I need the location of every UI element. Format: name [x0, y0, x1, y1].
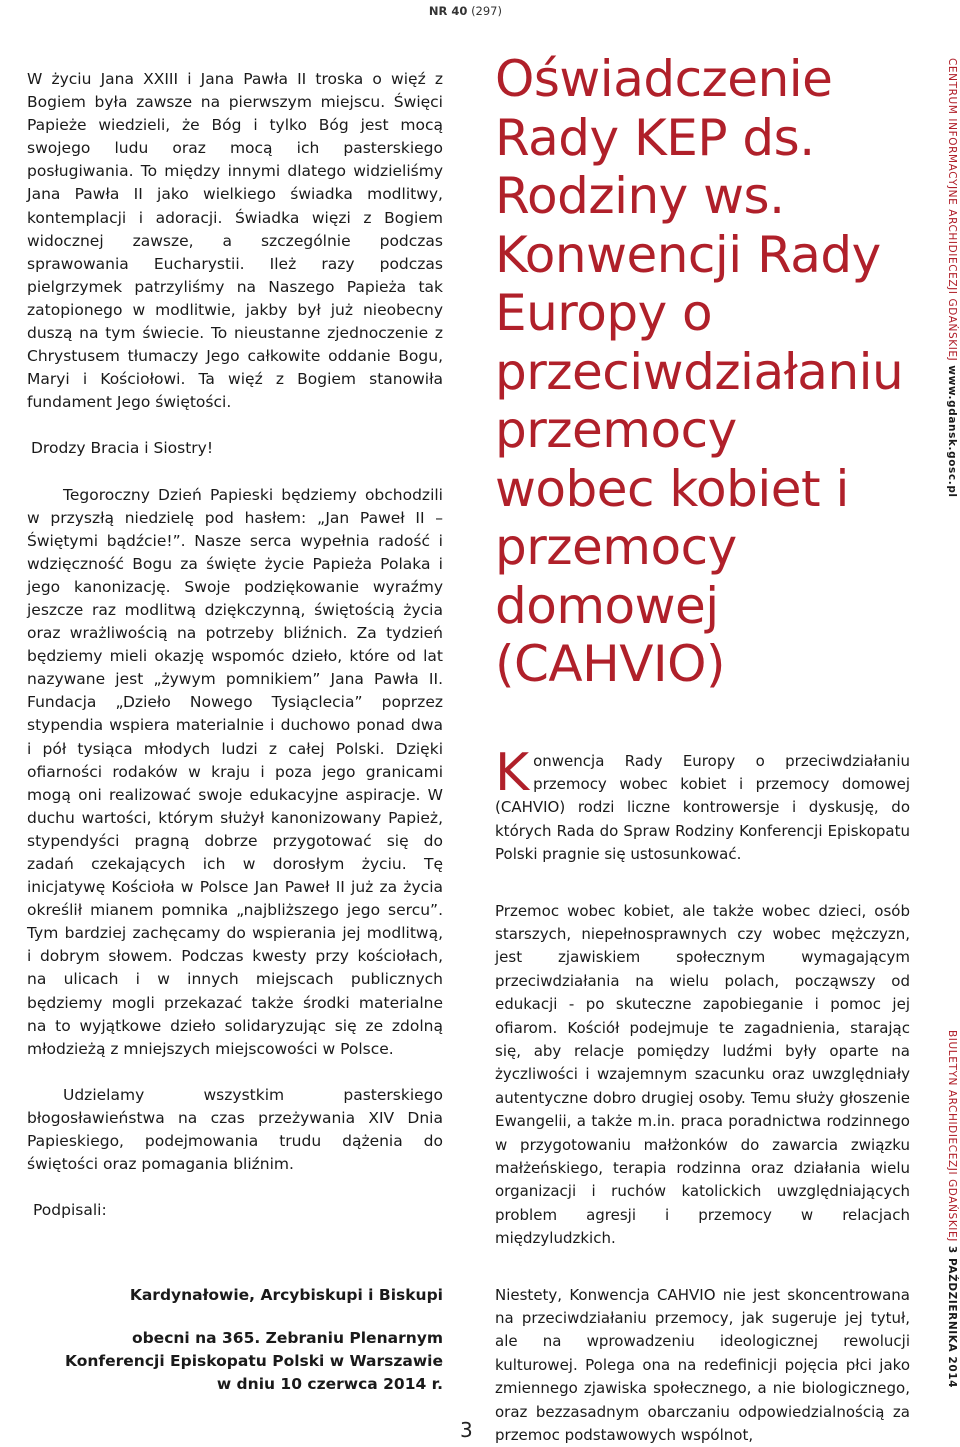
right-paragraph-2: Przemoc wobec kobiet, ale także wobec dzieci, osób starszych, niepełnosprawnych czy wobec mężczyzn, jest zjawiskiem społecznym wymagającym przeciwdziałania na wielu polach, począwszy od edukacji - po skuteczne zapobieganie i pomoc jej ofiarom. Kościół podejmuje te zagadnienia, starając się, aby relacje pomiędzy ludźmi były oparte na życzliwości i wzajemnym szacunku oraz uwzględniały autentyczne dobro drugiej osoby. Temu służy głoszenie Ewangelii, a także m.in. praca poradnictwa rodzinnego w przygotowaniu małżonków do zawarcia związku małżeńskiego, terapia rodzinna oraz działania wielu organizacji i ruchów katolickich uwzględniających problem agresji i przemocy w relacjach międzyludzkich. [495, 901, 910, 1248]
signatories: Kardynałowie, Arcybiskupi i Biskupi [129, 1286, 443, 1305]
right-paragraph-1-text: onwencja Rady Europy o przeciwdziałaniu przemocy wobec kobiet i przemocy domowej (CAHVIO) rodzi liczne kontrowersje i dyskusję, do których Rada do Spraw Rodziny Konferencji Episkopatu Polski pragnie się ustosunkować. [495, 751, 910, 864]
sidebar-top-label: CENTRUM INFORMACYJNE ARCHIDIECEZJI GDAŃSKIEJ www.gdansk.gosc.pl [946, 58, 958, 498]
signature-block [27, 1284, 443, 1396]
left-paragraph-2: Tegoroczny Dzień Papieski będziemy obchodzili w przyszłą niedzielę pod hasłem: „Jan Paweł II – Świętymi bądźcie!”. Nasze serca wypełnia radość i wdzięczność Bogu za święte życie Papieża Polaka i jego kanonizację. Swoje podziękowanie wyraźmy jeszcze raz modlitwą dziękczynną, świętością życia oraz wrażliwością na potrzeby bliźnich. Za tydzień będziemy mieli okazję wspomóc dzieło, które od lat nazywane jest „żywym pomnikiem” Jana Pawła II. Fundacja „Dzieło Nowego Tysiąclecia” poprzez stypendia wspiera materialnie i duchowo ponad dwa i pół tysiąca młodych ludzi z całej Polski. Dzięki ofiarności rodaków w kraju i poza jego granicami mogą oni realizować swoje edukacyjne aspiracje. W duchu wartości, którym służył kanonizowany Papież, stypendyści pragną dobrze przygotować się do zadań czekających ich w dorosłym życiu. Tę inicjatywę Kościoła w Polsce Jan Paweł II już za życia określił mianem pomnika „najbliższego jego sercu”. Tym bardziej zachęcamy do wspierania jej modlitwą, i dobrym słowem. Podczas kwesty przy kościołach, na ulicach i w innych miejscach publicznych będziemy mogli przekazać także środki materialne na to wyjątkowe dzieło solidaryzując się ze zdolną młodzieżą z mniejszych miejscowości w Polsce. [27, 485, 443, 1058]
signature-line-2: obecni na 365. Zebraniu Plenarnym [131, 1329, 443, 1348]
issue-number: NR 40 (297) [428, 4, 502, 18]
greeting: Drodzy Bracia i Siostry! [31, 439, 214, 458]
sidebar-url[interactable]: www.gdansk.gosc.pl [946, 365, 958, 498]
signed-label: Podpisali: [33, 1201, 107, 1220]
article-headline: Oświadczenie Rady KEP ds. Rodziny ws. Konwencji Rady Europy o przeciwdziałaniu przemocy wobec kobiet i przemocy domowej (CAHVIO) [495, 50, 904, 693]
right-paragraph-1 [495, 742, 910, 867]
left-paragraph-3: Udzielamy wszystkim pasterskiego błogosławieństwa na czas przeżywania XIV Dnia Papieskiego, podejmowania trudu dążenia do świętości oraz pomagania bliźnim. [27, 1085, 443, 1174]
page-number: 3 [460, 1418, 473, 1442]
left-paragraph-1: W życiu Jana XXIII i Jana Pawła II troska o więź z Bogiem była zawsze na pierwszym miejscu. Święci Papieże wiedzieli, że Bóg i tylko Bóg jest mocą swojego ludu oraz mocą ich pasterskiego posługiwania. To między innymi dlatego widzieliśmy Jana Pawła II jako wielkiego świadka modlitwy, kontemplacji i adoracji. Świadka więzi z Bogiem widocznej zawsze, a szczególnie podczas sprawowania Eucharystii. Ileż razy podczas pielgrzymek patrzyliśmy na Naszego Papieża tak zatopionego w modlitwie, jakby był już nieobecny duszą na tym świecie. To nieustanne zjednoczenie z Chrystusem tłumaczy Jego całkowite oddanie Bogu, Maryi i Kościołowi. Ta więź z Bogiem stanowiła fundament Jego świętości. [27, 70, 443, 412]
signature-line-4: w dniu 10 czerwca 2014 r. [216, 1375, 443, 1394]
drop-cap: K [495, 742, 530, 803]
sidebar-date: 3 PAŹDZIERNIKA 2014 [946, 1245, 958, 1389]
left-column [27, 68, 443, 1396]
right-paragraph-3: Niestety, Konwencja CAHVIO nie jest skoncentrowana na przeciwdziałaniu przemocy, jak sugeruje jej tytuł, ale na wprowadzeniu ideologicznej rewolucji kulturowej. Polega ona na redefinicji pojęcia płci jako zmiennego zjawiska społecznego, a nie biologicznego, oraz bezzasadnym obarczaniu odpowiedzialnością za przemoc podstawowych wspólnot, [495, 1285, 910, 1445]
right-column [495, 50, 910, 1447]
sidebar-bottom-label: BIULETYN ARCHIDIECEZJI GDAŃSKIEJ 3 PAŹDZIERNIKA 2014 [946, 1030, 958, 1389]
signature-line-3: Konferencji Episkopatu Polski w Warszawie [64, 1352, 443, 1371]
